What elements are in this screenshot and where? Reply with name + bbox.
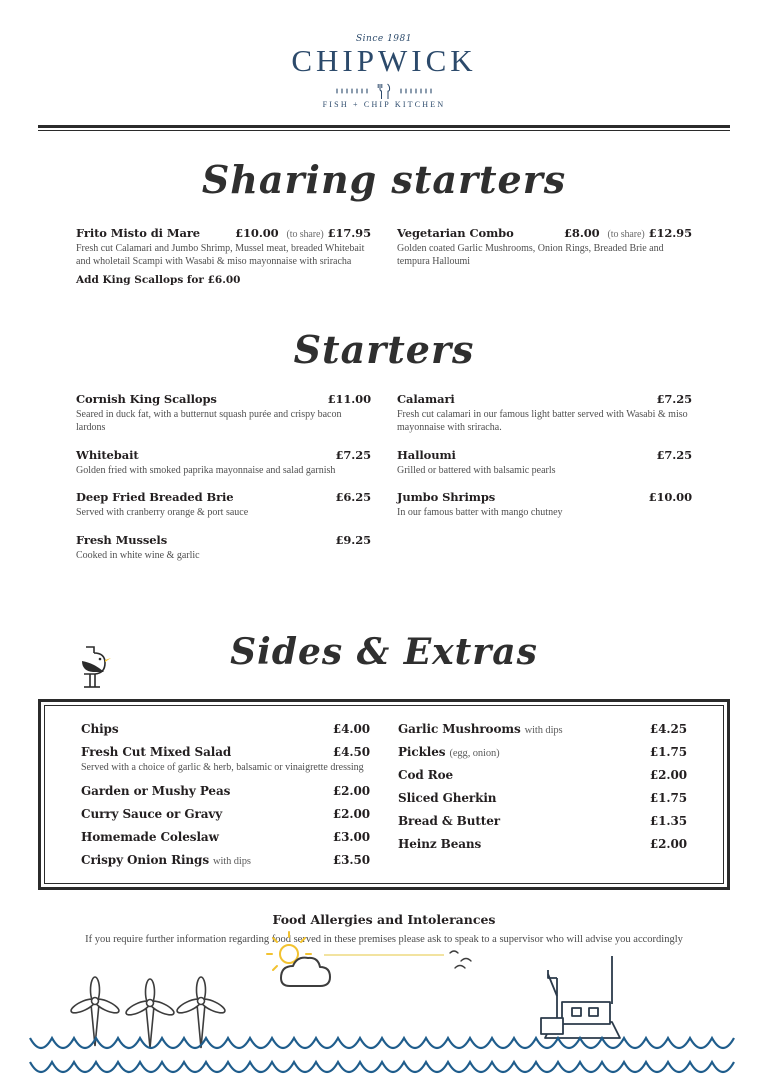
menu-item [397, 448, 692, 478]
menu-item [398, 837, 687, 851]
menu-item-head [81, 784, 370, 798]
menu-item-head [397, 448, 692, 462]
menu-item-head [398, 837, 687, 851]
menu-item-description: Golden fried with smoked paprika mayonnaise and salad garnish [76, 464, 336, 476]
menu-item [397, 392, 692, 435]
menu-item-price: £2.00 [332, 806, 370, 821]
wind-turbine-icon [69, 977, 120, 1046]
menu-item-head [81, 853, 370, 867]
menu-item-price: £4.50 [332, 745, 370, 760]
starters-column-right [397, 392, 692, 576]
sharing-starters-columns [0, 226, 768, 297]
section-heading-sides-extras: Sides & Extras [230, 631, 538, 674]
menu-item-price: £10.00 [648, 490, 692, 505]
sides-column-right [398, 722, 687, 867]
menu-item-name: Fresh Mussels [76, 532, 168, 547]
menu-item-name: Pickles [398, 745, 446, 760]
menu-item-head [81, 722, 370, 736]
menu-header [0, 0, 768, 109]
logo-since-text: Since 1981 [356, 34, 412, 44]
menu-item-head [81, 745, 370, 759]
menu-item-head [398, 791, 687, 805]
birds-icon [450, 951, 471, 968]
menu-item [76, 226, 371, 286]
menu-item-name: Fresh Cut Mixed Salad [81, 745, 232, 760]
menu-item-name: Garden or Mushy Peas [81, 783, 231, 798]
menu-item-head [398, 768, 687, 782]
menu-item-head [76, 448, 371, 462]
menu-item-name: Garlic Mushrooms [398, 722, 521, 737]
fork-knife-icon [375, 81, 393, 101]
menu-item-price: £1.75 [649, 745, 687, 760]
menu-item-head [81, 830, 370, 844]
sharing-starters-column-right [397, 226, 692, 297]
allergies-title: Food Allergies and Intolerances [272, 911, 496, 927]
menu-item-price: £4.00 [332, 722, 370, 737]
menu-item [76, 392, 371, 435]
menu-item [398, 814, 687, 828]
menu-item-suffix: with dips [212, 855, 251, 867]
menu-item-name: Crispy Onion Rings [81, 852, 209, 867]
menu-item-share-price: £17.95 [327, 225, 371, 240]
menu-item-head [76, 533, 371, 547]
menu-item-description: Golden coated Garlic Mushrooms, Onion Rings, Breaded Brie and tempura Halloumi [397, 242, 664, 268]
menu-item-price: £10.00 [235, 225, 279, 240]
menu-item [397, 226, 692, 269]
menu-item-share-label: (to share) [607, 228, 645, 240]
menu-item-price: £6.25 [335, 490, 371, 505]
menu-item-head [397, 490, 692, 504]
logo-cutlery-row [0, 81, 768, 101]
logo-tagline: FISH + CHIP KITCHEN [322, 99, 446, 109]
menu-item-price: £2.00 [649, 768, 687, 783]
menu-item-price: £1.75 [649, 791, 687, 806]
menu-item [81, 807, 370, 821]
menu-item-description: Grilled or battered with balsamic pearls [397, 464, 556, 476]
sides-extras-columns [44, 705, 724, 884]
menu-item [81, 784, 370, 798]
menu-item-name: Heinz Beans [398, 837, 482, 852]
menu-item-head [397, 392, 692, 406]
menu-item-description: Cooked in white wine & garlic [76, 549, 200, 561]
menu-item-name: Bread & Butter [398, 814, 500, 829]
header-divider [38, 125, 730, 131]
waves-icon [30, 1038, 734, 1072]
menu-item-name: Curry Sauce or Gravy [81, 806, 223, 821]
menu-item-head [76, 490, 371, 504]
menu-item-name: Deep Fried Breaded Brie [76, 490, 234, 505]
footer-illustration [0, 926, 768, 1086]
sides-extras-box [38, 699, 730, 890]
menu-item [397, 490, 692, 520]
menu-item-description: Served with cranberry orange & port sauce [76, 507, 249, 519]
menu-item-description: Fresh cut calamari in our famous light batter served with Wasabi & miso mayonnaise with sriracha. [397, 408, 688, 434]
allergies-text: If you require further information regarding food served in these premises please ask to speak to a supervisor who will advise you accordingly [85, 933, 683, 945]
starters-columns [0, 392, 768, 576]
sharing-starters-column-left [76, 226, 371, 297]
menu-item-description: In our famous batter with mango chutney [397, 507, 563, 519]
menu-item-head [398, 814, 687, 828]
menu-item-name: Jumbo Shrimps [397, 490, 496, 505]
cloud-icon [281, 958, 330, 986]
menu-item-price: £4.25 [649, 722, 687, 737]
menu-item-name: Cornish King Scallops [76, 391, 217, 406]
menu-item [76, 490, 371, 520]
menu-item [398, 768, 687, 782]
starters-column-left [76, 392, 371, 576]
menu-item-price: £8.00 [564, 225, 600, 240]
menu-item [81, 722, 370, 736]
menu-item-name: Vegetarian Combo [397, 225, 514, 240]
menu-item-head [397, 226, 692, 240]
fishing-boat-icon [541, 956, 620, 1038]
brand-name: CHIPWICK [291, 43, 477, 78]
menu-item-name: Sliced Gherkin [398, 791, 497, 806]
menu-item-name: Chips [81, 722, 119, 737]
menu-item-description: Served with a choice of garlic & herb, balsamic or vinaigrette dressing [81, 762, 364, 774]
menu-item-description: Seared in duck fat, with a butternut squash purée and crispy bacon lardons [76, 408, 342, 434]
menu-item-head [81, 807, 370, 821]
menu-item-head [398, 745, 687, 759]
menu-item-name: Frito Misto di Mare [76, 225, 201, 240]
menu-item-price: £2.00 [649, 837, 687, 852]
menu-item-share-label: (to share) [286, 228, 324, 240]
menu-item [81, 745, 370, 775]
menu-item-name: Calamari [397, 391, 455, 406]
menu-item-price: £9.25 [335, 532, 371, 547]
menu-item-name: Whitebait [76, 447, 139, 462]
menu-item-price: £7.25 [656, 391, 692, 406]
menu-item-head [398, 722, 687, 736]
menu-item [398, 791, 687, 805]
sides-header-row [0, 631, 768, 693]
menu-item-name: Homemade Coleslaw [81, 829, 219, 844]
menu-item-name: Cod Roe [398, 768, 454, 783]
menu-item-addon: Add King Scallops for £6.00 [76, 273, 241, 286]
menu-item [81, 853, 370, 867]
menu-item [76, 533, 371, 563]
dash-left-icon [335, 86, 371, 96]
menu-item-price: £11.00 [327, 391, 371, 406]
menu-item-price: £3.50 [332, 852, 370, 867]
menu-item [398, 745, 687, 759]
menu-item-head [76, 392, 371, 406]
section-heading-starters: Starters [293, 326, 475, 372]
menu-item-description: Fresh cut Calamari and Jumbo Shrimp, Mussel meat, breaded Whitebait and wholetail Scampi with Wasabi & miso mayonnaise with sriracha [76, 242, 365, 268]
menu-item-price: £1.35 [649, 814, 687, 829]
menu-item [81, 830, 370, 844]
menu-item-price: £7.25 [335, 447, 371, 462]
menu-item [398, 722, 687, 736]
menu-item-name: Halloumi [397, 447, 456, 462]
wind-turbine-icon [124, 979, 175, 1048]
menu-item-suffix: with dips [524, 725, 563, 737]
menu-item [76, 448, 371, 478]
menu-item-suffix: (egg, onion) [449, 748, 500, 760]
menu-item-price: £2.00 [332, 783, 370, 798]
dash-right-icon [397, 86, 433, 96]
wind-turbine-icon [175, 977, 226, 1048]
menu-item-price: £7.25 [656, 447, 692, 462]
menu-item-head [76, 226, 371, 240]
menu-item-share-price: £12.95 [648, 225, 692, 240]
menu-item-price: £3.00 [332, 829, 370, 844]
sides-column-left [81, 722, 370, 867]
section-heading-sharing-starters: Sharing starters [201, 156, 567, 202]
